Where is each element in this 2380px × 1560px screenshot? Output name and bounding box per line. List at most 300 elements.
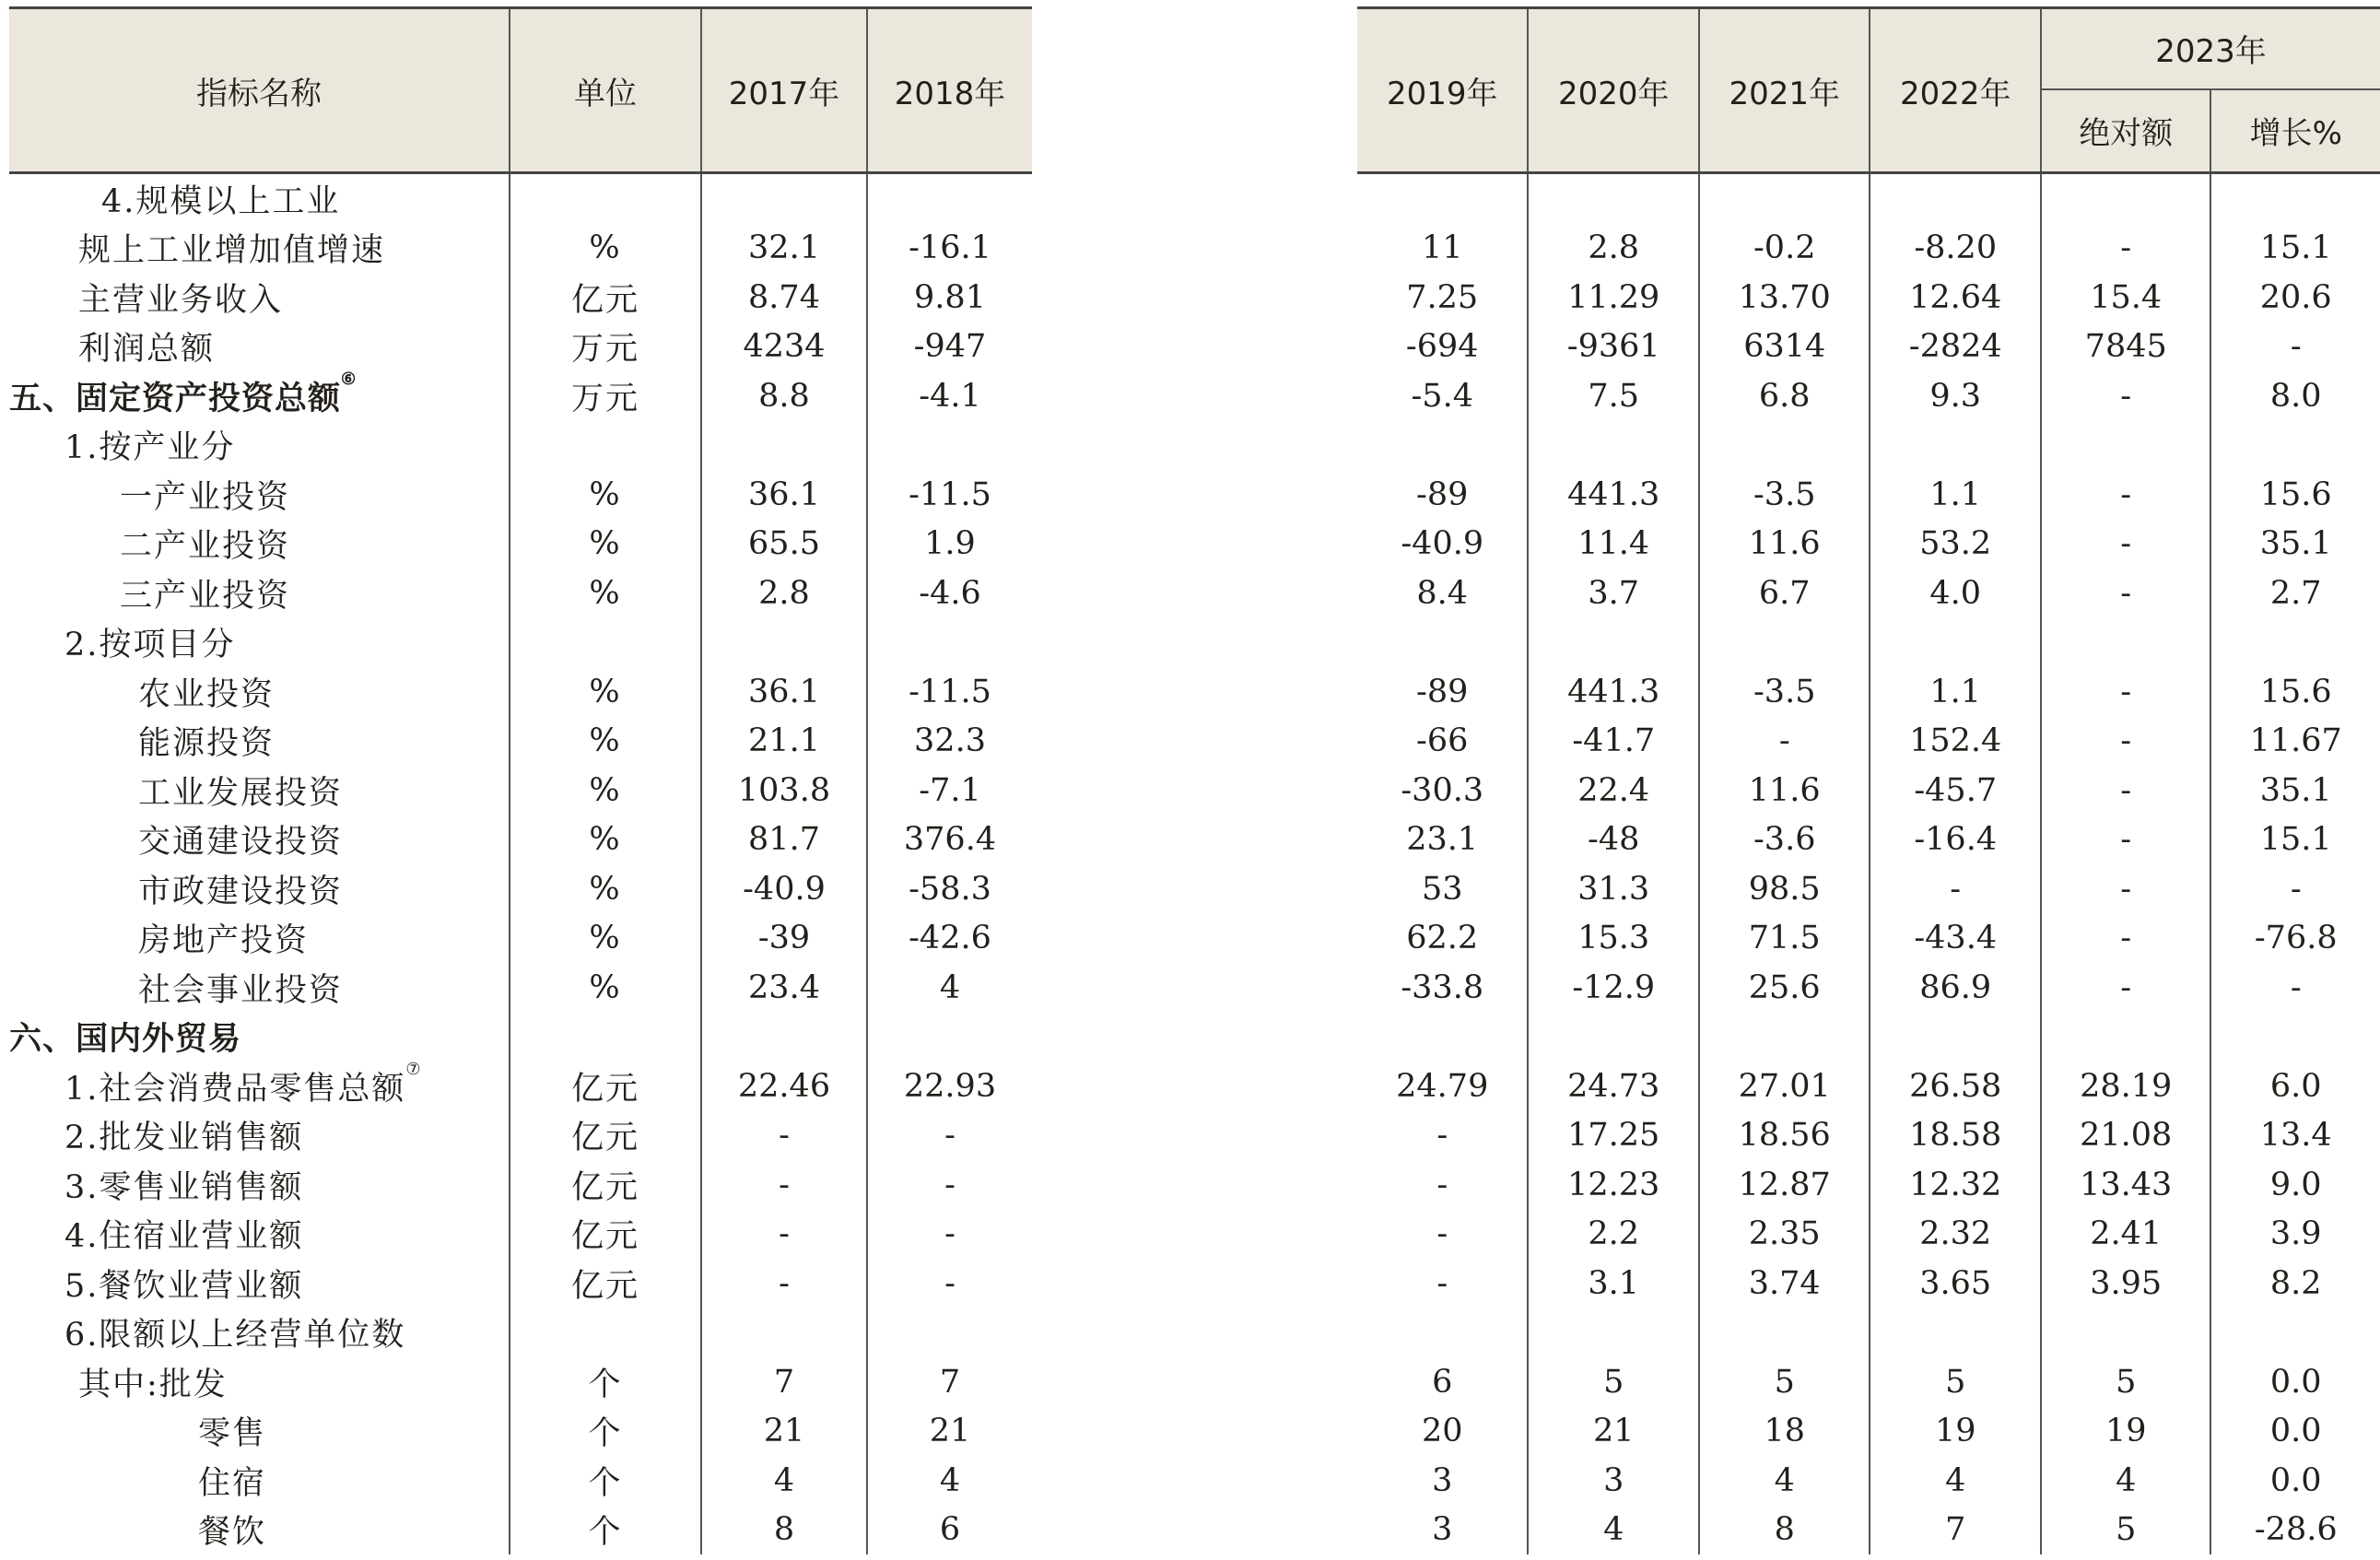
table-row — [1357, 1259, 2380, 1308]
value-cell — [867, 421, 1032, 471]
value-cell: 15.1 — [2259, 229, 2332, 267]
value-cell: -41.7 — [1528, 717, 1699, 767]
value-cell — [1870, 173, 2041, 224]
value-cell: - — [1699, 717, 1870, 767]
value-cell: 1.1 — [1870, 667, 2041, 717]
value-cell: 13.43 — [2041, 1160, 2211, 1210]
value-cell: 21.08 — [2041, 1111, 2211, 1161]
value-cell — [867, 618, 1032, 668]
indicator-label: 其中:批发 — [78, 1366, 228, 1403]
indicator-name — [9, 667, 510, 717]
indicator-name — [9, 864, 510, 914]
value-cell: 441.3 — [1528, 667, 1699, 717]
value-cell: -694 — [1357, 323, 1528, 372]
value-cell: 11.6 — [1699, 766, 1870, 815]
indicator-label: 房地产投资 — [138, 922, 310, 960]
unit-cell: % — [510, 963, 701, 1013]
unit-cell: 亿元 — [510, 1160, 701, 1210]
value-cell: 53.2 — [1870, 520, 2041, 569]
value-cell: -40.9 — [1357, 520, 1528, 569]
indicator-name — [9, 224, 510, 274]
header-year-2023: 2023年 — [2041, 8, 2380, 89]
indicator-name — [9, 371, 510, 421]
table-row — [9, 1506, 1032, 1555]
value-cell: -16.1 — [867, 224, 1032, 274]
table-row — [1357, 1111, 2380, 1161]
indicator-name — [9, 1357, 510, 1407]
value-cell: - — [2290, 968, 2302, 1006]
unit-cell: 个 — [510, 1407, 701, 1457]
indicator-name — [9, 1308, 510, 1358]
value-cell: 2.41 — [2041, 1210, 2211, 1260]
value-cell: 9.3 — [1870, 371, 2041, 421]
indicator-label: 五、固定资产投资总额 — [9, 379, 342, 417]
table-row — [9, 470, 1032, 520]
value-cell: - — [2041, 717, 2211, 767]
table-row — [9, 1456, 1032, 1506]
value-cell: 81.7 — [701, 815, 867, 865]
table-row — [1357, 963, 2380, 1013]
indicator-label: 1.按产业分 — [64, 429, 236, 467]
value-cell: 3.95 — [2041, 1259, 2211, 1308]
table-row — [1357, 1357, 2380, 1407]
value-cell: 9.0 — [2269, 1166, 2322, 1203]
value-cell: 22.46 — [701, 1062, 867, 1111]
value-cell: 18 — [1699, 1407, 1870, 1457]
unit-cell: 个 — [510, 1456, 701, 1506]
value-cell: 24.79 — [1357, 1062, 1528, 1111]
table-row — [9, 1210, 1032, 1260]
unit-cell — [510, 1013, 701, 1062]
value-cell: 1.9 — [867, 520, 1032, 569]
value-cell: 4 — [867, 963, 1032, 1013]
value-cell: 3.9 — [2269, 1215, 2322, 1253]
value-cell — [1870, 618, 2041, 668]
value-cell: 15.6 — [2259, 673, 2332, 710]
value-cell — [701, 618, 867, 668]
value-cell: 3.74 — [1699, 1259, 1870, 1308]
value-cell: 152.4 — [1870, 717, 2041, 767]
value-cell — [2210, 1013, 2380, 1062]
value-cell: 65.5 — [701, 520, 867, 569]
indicator-name — [9, 815, 510, 865]
table-row — [9, 1160, 1032, 1210]
indicator-label: 餐饮 — [198, 1514, 267, 1552]
indicator-label: 住宿 — [198, 1464, 267, 1502]
value-cell: -0.2 — [1699, 224, 1870, 274]
indicator-name — [9, 520, 510, 569]
value-cell: 36.1 — [701, 470, 867, 520]
table-row — [1357, 1210, 2380, 1260]
value-cell — [1528, 421, 1699, 471]
unit-cell: 亿元 — [510, 273, 701, 323]
value-cell: 4 — [701, 1456, 867, 1506]
value-cell — [1699, 1308, 1870, 1358]
indicator-label: 一产业投资 — [120, 478, 291, 516]
unit-cell: % — [510, 766, 701, 815]
value-cell: 15.6 — [2259, 475, 2332, 513]
value-cell: -40.9 — [701, 864, 867, 914]
value-cell: -48 — [1528, 815, 1699, 865]
value-cell: 13.70 — [1699, 273, 1870, 323]
value-cell: - — [2041, 520, 2211, 569]
table-row — [9, 323, 1032, 372]
table-row — [9, 618, 1032, 668]
value-cell: -12.9 — [1528, 963, 1699, 1013]
table-row — [1357, 1013, 2380, 1062]
value-cell: 3.1 — [1528, 1259, 1699, 1308]
left-table — [9, 6, 1032, 1554]
value-cell: 3.7 — [1528, 569, 1699, 618]
value-cell: - — [2041, 667, 2211, 717]
value-cell: 15.3 — [1528, 914, 1699, 964]
indicator-name — [9, 1407, 510, 1457]
value-cell: 35.1 — [2259, 525, 2332, 563]
table-row — [9, 1308, 1032, 1358]
value-cell: -33.8 — [1357, 963, 1528, 1013]
value-cell: -45.7 — [1870, 766, 2041, 815]
table-row — [9, 1259, 1032, 1308]
value-cell — [1870, 1013, 2041, 1062]
table-row — [9, 173, 1032, 224]
value-cell: - — [1357, 1259, 1528, 1308]
value-cell: 6 — [867, 1506, 1032, 1555]
value-cell: - — [2041, 569, 2211, 618]
value-cell: - — [701, 1210, 867, 1260]
value-cell: 5 — [1699, 1357, 1870, 1407]
value-cell: -3.5 — [1699, 667, 1870, 717]
value-cell: -11.5 — [867, 470, 1032, 520]
table-row — [9, 569, 1032, 618]
value-cell: -43.4 — [1870, 914, 2041, 964]
value-cell: 3.65 — [1870, 1259, 2041, 1308]
value-cell: -30.3 — [1357, 766, 1528, 815]
value-cell: 3 — [1528, 1456, 1699, 1506]
unit-cell — [510, 421, 701, 471]
unit-cell: % — [510, 224, 701, 274]
value-cell: 12.32 — [1870, 1160, 2041, 1210]
indicator-name — [9, 1456, 510, 1506]
indicator-name — [9, 1059, 510, 1111]
value-cell: 12.23 — [1528, 1160, 1699, 1210]
right-table-body — [1357, 173, 2380, 1555]
value-cell: - — [2041, 470, 2211, 520]
value-cell — [867, 1013, 1032, 1062]
value-cell: 7 — [701, 1357, 867, 1407]
indicator-label: 市政建设投资 — [138, 873, 344, 910]
indicator-label: 6.限额以上经营单位数 — [64, 1317, 406, 1355]
value-cell — [2210, 1308, 2380, 1358]
value-cell: 23.4 — [701, 963, 867, 1013]
header-year-2020: 2020年 — [1528, 8, 1699, 173]
indicator-label: 利润总额 — [78, 331, 216, 369]
indicator-label: 零售 — [198, 1415, 267, 1453]
indicator-label: 1.社会消费品零售总额 — [64, 1070, 406, 1108]
value-cell: 15.4 — [2041, 273, 2211, 323]
table-row — [9, 421, 1032, 471]
indicator-name — [9, 1210, 510, 1260]
value-cell: 86.9 — [1870, 963, 2041, 1013]
unit-cell — [510, 618, 701, 668]
value-cell — [2210, 421, 2380, 471]
value-cell: 62.2 — [1357, 914, 1528, 964]
value-cell: 15.1 — [2259, 821, 2332, 859]
indicator-label: 六、国内外贸易 — [9, 1020, 242, 1059]
value-cell — [1528, 1308, 1699, 1358]
value-cell: 71.5 — [1699, 914, 1870, 964]
indicator-name — [9, 1160, 510, 1210]
value-cell: 19 — [1870, 1407, 2041, 1457]
value-cell: 8.2 — [2269, 1264, 2322, 1302]
value-cell: 8.8 — [701, 371, 867, 421]
unit-cell: % — [510, 569, 701, 618]
value-cell: 22.4 — [1528, 766, 1699, 815]
table-row — [1357, 421, 2380, 471]
value-cell: 2.32 — [1870, 1210, 2041, 1260]
indicator-label: 2.批发业销售额 — [64, 1120, 304, 1157]
value-cell: -16.4 — [1870, 815, 2041, 865]
value-cell: 31.3 — [1528, 864, 1699, 914]
value-cell: 20.6 — [2259, 278, 2332, 316]
header-absolute: 绝对额 — [2041, 89, 2211, 173]
value-cell — [1528, 1013, 1699, 1062]
value-cell: 4 — [867, 1456, 1032, 1506]
indicator-label: 社会事业投资 — [138, 971, 344, 1009]
value-cell: 36.1 — [701, 667, 867, 717]
value-cell: -8.20 — [1870, 224, 2041, 274]
indicator-name — [9, 173, 510, 224]
value-cell: -2824 — [1870, 323, 2041, 372]
header-year-2018: 2018年 — [867, 8, 1032, 173]
table-row — [1357, 815, 2380, 865]
value-cell — [1699, 173, 1870, 224]
value-cell — [1699, 618, 1870, 668]
value-cell: 23.1 — [1357, 815, 1528, 865]
indicator-name — [9, 766, 510, 815]
value-cell: 0.0 — [2269, 1461, 2322, 1499]
value-cell: - — [2290, 870, 2302, 908]
unit-cell: 亿元 — [510, 1111, 701, 1161]
value-cell: 11.4 — [1528, 520, 1699, 569]
header-growth: 增长% — [2210, 89, 2380, 173]
value-cell: 2.35 — [1699, 1210, 1870, 1260]
table-row — [9, 717, 1032, 767]
table-row — [9, 1111, 1032, 1161]
value-cell: 7845 — [2041, 323, 2211, 372]
value-cell: -66 — [1357, 717, 1528, 767]
value-cell: - — [1870, 864, 2041, 914]
value-cell — [1528, 173, 1699, 224]
unit-cell: % — [510, 520, 701, 569]
value-cell — [2041, 173, 2211, 224]
indicator-label: 规上工业增加值增速 — [78, 232, 386, 270]
indicator-name — [9, 1111, 510, 1161]
table-row — [1357, 667, 2380, 717]
value-cell — [1357, 618, 1528, 668]
value-cell — [701, 173, 867, 224]
value-cell: 26.58 — [1870, 1062, 2041, 1111]
value-cell: 18.56 — [1699, 1111, 1870, 1161]
value-cell: -4.6 — [867, 569, 1032, 618]
indicator-name — [9, 569, 510, 618]
value-cell: - — [1357, 1210, 1528, 1260]
value-cell — [1699, 421, 1870, 471]
value-cell — [2041, 1308, 2211, 1358]
table-row — [1357, 914, 2380, 964]
value-cell: 12.64 — [1870, 273, 2041, 323]
indicator-label: 农业投资 — [138, 675, 276, 713]
table-row — [9, 667, 1032, 717]
value-cell: 376.4 — [867, 815, 1032, 865]
value-cell: 7 — [1870, 1506, 2041, 1555]
value-cell: 7 — [867, 1357, 1032, 1407]
value-cell — [867, 1308, 1032, 1358]
value-cell — [701, 421, 867, 471]
table-row — [9, 1013, 1032, 1062]
value-cell: 11.6 — [1699, 520, 1870, 569]
value-cell: 32.1 — [701, 224, 867, 274]
value-cell: - — [701, 1160, 867, 1210]
value-cell: 32.3 — [867, 717, 1032, 767]
table-row — [1357, 1308, 2380, 1358]
value-cell: - — [701, 1259, 867, 1308]
value-cell: 103.8 — [701, 766, 867, 815]
indicator-label: 3.零售业销售额 — [64, 1168, 304, 1206]
indicator-label: 工业发展投资 — [138, 774, 344, 812]
value-cell: - — [867, 1111, 1032, 1161]
value-cell: 20 — [1357, 1407, 1528, 1457]
value-cell: 0.0 — [2269, 1413, 2322, 1450]
unit-cell: % — [510, 470, 701, 520]
indicator-label: 4.住宿业营业额 — [64, 1218, 304, 1256]
value-cell: 13.4 — [2259, 1117, 2332, 1155]
value-cell: 0.0 — [2269, 1363, 2322, 1401]
indicator-label: 5.餐饮业营业额 — [64, 1267, 304, 1305]
value-cell: - — [1357, 1111, 1528, 1161]
value-cell: 17.25 — [1528, 1111, 1699, 1161]
unit-cell: 万元 — [510, 323, 701, 372]
value-cell: -89 — [1357, 470, 1528, 520]
value-cell: - — [2041, 224, 2211, 274]
value-cell — [1357, 173, 1528, 224]
value-cell: - — [867, 1160, 1032, 1210]
unit-cell: 万元 — [510, 371, 701, 421]
table-row — [9, 766, 1032, 815]
value-cell — [1357, 1013, 1528, 1062]
indicator-label: 三产业投资 — [120, 577, 291, 615]
value-cell: 24.73 — [1528, 1062, 1699, 1111]
value-cell: - — [2290, 328, 2302, 366]
header-unit: 单位 — [510, 8, 701, 173]
indicator-name — [9, 1506, 510, 1555]
value-cell: 7.25 — [1357, 273, 1528, 323]
indicator-label: 二产业投资 — [120, 528, 291, 566]
value-cell — [701, 1013, 867, 1062]
value-cell: -4.1 — [867, 371, 1032, 421]
value-cell — [2041, 618, 2211, 668]
value-cell: -58.3 — [867, 864, 1032, 914]
unit-cell: % — [510, 815, 701, 865]
table-row — [1357, 323, 2380, 372]
value-cell: 11.67 — [2249, 722, 2342, 760]
value-cell: 6.0 — [2269, 1067, 2322, 1105]
unit-cell: 亿元 — [510, 1259, 701, 1308]
value-cell: 25.6 — [1699, 963, 1870, 1013]
value-cell — [867, 173, 1032, 224]
table-row — [9, 1407, 1032, 1457]
table-row — [9, 815, 1032, 865]
value-cell: 4 — [1528, 1506, 1699, 1555]
value-cell — [701, 1308, 867, 1358]
footnote-marker: ⑦ — [405, 1059, 423, 1079]
value-cell: 5 — [2041, 1506, 2211, 1555]
value-cell: 98.5 — [1699, 864, 1870, 914]
header-year-2017: 2017年 — [701, 8, 867, 173]
value-cell — [1357, 421, 1528, 471]
value-cell: -42.6 — [867, 914, 1032, 964]
value-cell: 2.7 — [2269, 574, 2322, 612]
value-cell: -11.5 — [867, 667, 1032, 717]
indicator-name — [9, 470, 510, 520]
value-cell: 4 — [2041, 1456, 2211, 1506]
value-cell — [2210, 618, 2380, 668]
value-cell: 2.8 — [701, 569, 867, 618]
value-cell: -7.1 — [867, 766, 1032, 815]
footnote-marker: ⑥ — [341, 369, 358, 389]
table-row — [1357, 1407, 2380, 1457]
unit-cell: 个 — [510, 1506, 701, 1555]
unit-cell: % — [510, 914, 701, 964]
right-header-row — [1357, 8, 2380, 89]
table-row — [9, 864, 1032, 914]
value-cell: - — [2041, 371, 2211, 421]
indicator-name — [9, 717, 510, 767]
value-cell: 8.0 — [2269, 377, 2322, 415]
value-cell: 11 — [1357, 224, 1528, 274]
table-row — [9, 1357, 1032, 1407]
indicator-name — [9, 963, 510, 1013]
value-cell — [2041, 421, 2211, 471]
table-row — [1357, 569, 2380, 618]
value-cell: - — [2041, 963, 2211, 1013]
table-row — [1357, 1506, 2380, 1555]
unit-cell: % — [510, 717, 701, 767]
value-cell: 18.58 — [1870, 1111, 2041, 1161]
table-row — [1357, 224, 2380, 274]
value-cell: 4 — [1699, 1456, 1870, 1506]
indicator-name — [9, 273, 510, 323]
header-indicator-name: 指标名称 — [9, 8, 510, 173]
indicator-label: 2.按项目分 — [64, 627, 236, 664]
value-cell: 5 — [1528, 1357, 1699, 1407]
unit-cell: 亿元 — [510, 1062, 701, 1111]
unit-cell: % — [510, 864, 701, 914]
indicator-name — [9, 1013, 510, 1062]
table-row — [1357, 1456, 2380, 1506]
table-row — [9, 520, 1032, 569]
indicator-label: 4.规模以上工业 — [101, 182, 341, 220]
value-cell: -89 — [1357, 667, 1528, 717]
value-cell: 12.87 — [1699, 1160, 1870, 1210]
indicator-name — [9, 323, 510, 372]
indicator-label: 能源投资 — [138, 725, 276, 763]
value-cell: 35.1 — [2259, 771, 2332, 809]
indicator-label: 交通建设投资 — [138, 824, 344, 862]
value-cell: 4.0 — [1870, 569, 2041, 618]
table-row — [9, 224, 1032, 274]
table-row — [1357, 520, 2380, 569]
left-table-body — [9, 173, 1032, 1555]
